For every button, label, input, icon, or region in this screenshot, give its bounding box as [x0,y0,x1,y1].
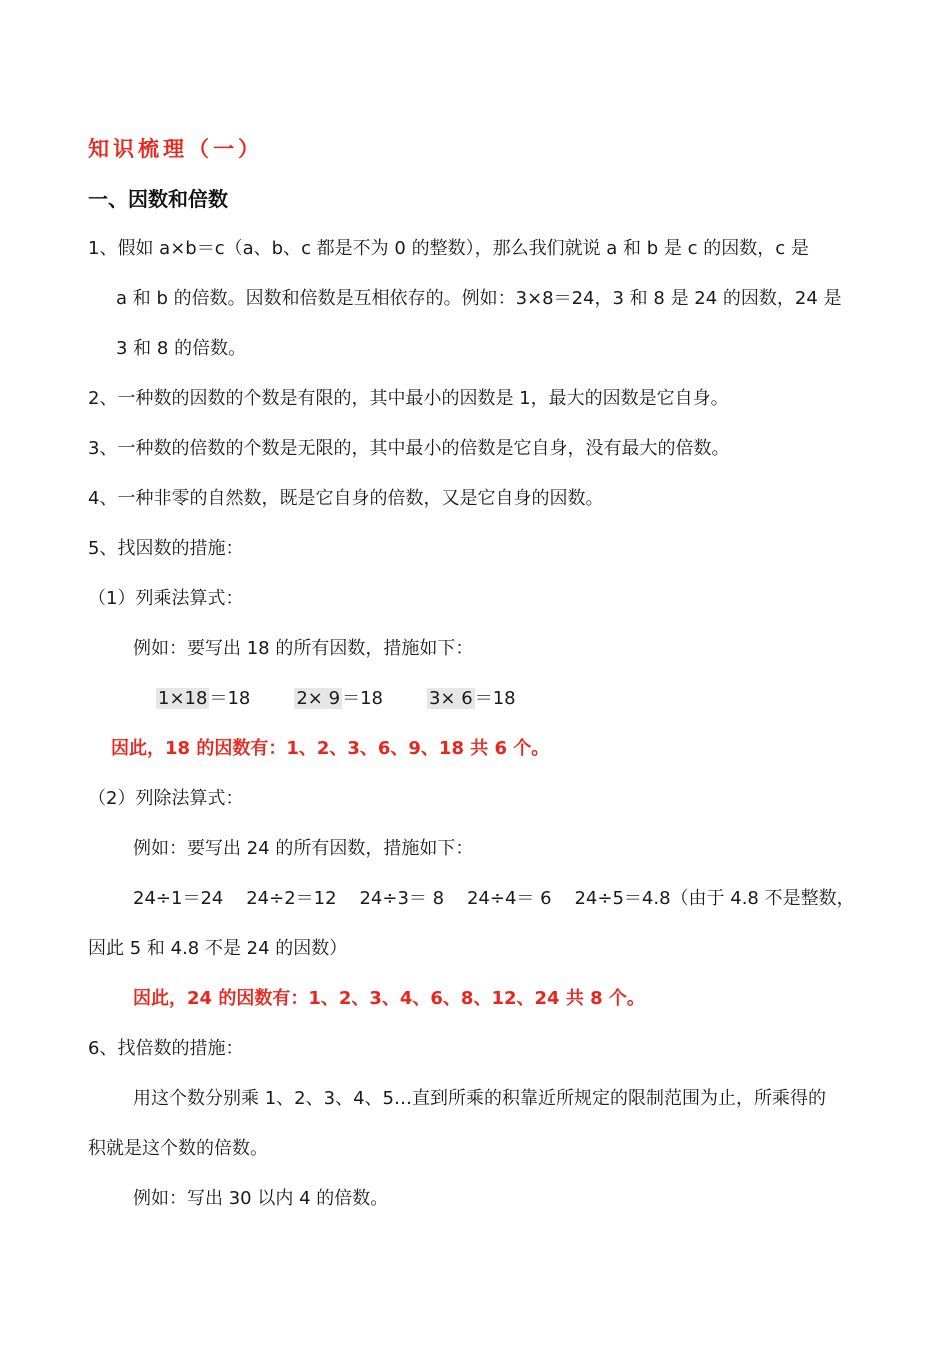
equation-result: ＝18 [342,688,383,709]
paragraph-3: 3、一种数的倍数的个数是无限的，其中最小的倍数是它自身，没有最大的倍数。 [88,438,730,459]
paragraph-6-line-1: 用这个数分别乘 1、2、3、4、5…直到所乘的积靠近所规定的限制范围为止，所乘得的 [133,1088,826,1109]
division-equations: 24÷1＝24 24÷2＝12 24÷3＝ 8 24÷4＝ 6 24÷5＝4.8（由于 4.8 不是整数， [133,888,855,909]
equation-expression: 3× 6 [428,688,473,709]
section-title: 知识梳理（一） [88,137,263,161]
paragraph-6-example: 例如：写出 30 以内 4 的倍数。 [133,1188,389,1209]
paragraph-1-line-1: 1、假如 a×b＝c（a、b、c 都是不为 0 的整数），那么我们就说 a 和 b 是 c 的因数，c 是 [88,238,809,259]
equation-result: ＝18 [209,688,251,709]
equation-expression: 1×18 [158,688,208,709]
equation-expression: 2× 9 [296,688,341,709]
equation [427,687,516,711]
paragraph-6: 6、找倍数的措施： [88,1038,244,1059]
method-2-example: 例如：要写出 24 的所有因数，措施如下： [133,838,474,859]
subsection-heading: 一、因数和倍数 [88,187,228,211]
equation [156,687,250,711]
paragraph-4: 4、一种非零的自然数，既是它自身的倍数，又是它自身的因数。 [88,488,604,509]
method-1-conclusion: 因此，18 的因数有：1、2、3、6、9、18 共 6 个。 [111,738,550,759]
paragraph-1-line-2: a 和 b 的倍数。因数和倍数是互相依存的。例如：3×8＝24，3 和 8 是 24 的因数，24 是 [116,288,842,309]
equation [294,687,383,711]
division-note: 因此 5 和 4.8 不是 24 的因数） [88,938,348,959]
multiplication-equations [156,687,560,711]
method-2-label: （2）列除法算式： [88,788,244,809]
method-1-example: 例如：要写出 18 的所有因数，措施如下： [133,638,474,659]
equation-result: ＝18 [474,688,516,709]
paragraph-6-line-2: 积就是这个数的倍数。 [88,1138,268,1159]
paragraph-2: 2、一种数的因数的个数是有限的，其中最小的因数是 1，最大的因数是它自身。 [88,388,729,409]
method-1-label: （1）列乘法算式： [88,588,244,609]
paragraph-1-line-3: 3 和 8 的倍数。 [116,338,247,359]
paragraph-5: 5、找因数的措施： [88,538,244,559]
method-2-conclusion: 因此，24 的因数有：1、2、3、4、6、8、12、24 共 8 个。 [133,988,645,1009]
